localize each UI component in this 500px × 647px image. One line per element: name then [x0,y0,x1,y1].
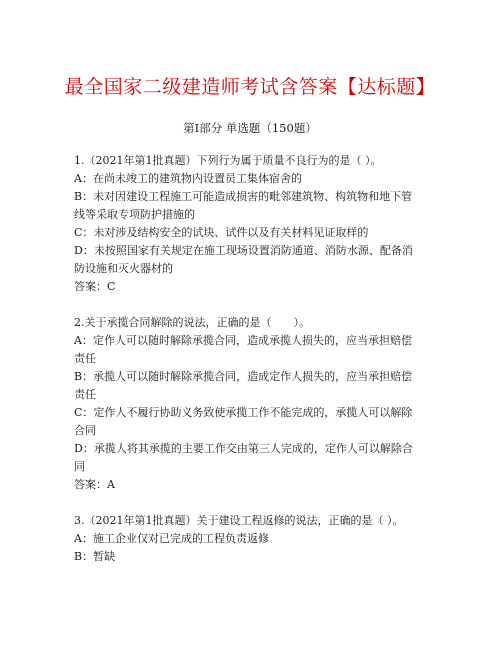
question-1 [74,152,434,296]
option-d-continued: 同 [74,460,85,473]
question-3 [74,512,434,566]
question-2 [74,314,434,494]
option-c-continued: 合同 [74,424,96,437]
option-b: B：暂缺 [74,550,116,563]
option-c: C：定作人不履行协助义务致使承揽工作不能完成的，承揽人可以解除 [74,406,413,419]
document-title: 最全国家二级建造师考试含答案【达标题】 [64,76,436,98]
option-b: B：未对因建设工程施工可能造成损害的毗邻建筑物、构筑物和地下管 [74,190,413,203]
answer: 答案：A [74,478,115,491]
option-d-continued: 防设施和灭火器材的 [74,262,173,275]
option-a: A：施工企业仅对已完成的工程负责返修 [74,532,269,545]
question-stem: 1.（2021年第1批真题）下列行为属于质量不良行为的是（ ）。 [74,154,382,167]
option-a: A：定作人可以随时解除承揽合同，造成承揽人损失的，应当承担赔偿 [74,334,412,347]
option-b: B：承揽人可以随时解除承揽合同，造成定作人损失的，应当承担赔偿 [74,370,413,383]
option-a-continued: 责任 [74,352,96,365]
question-stem: 2.关于承揽合同解除的说法，正确的是（ ）。 [74,316,310,329]
option-b-continued: 线等采取专项防护措施的 [74,208,195,221]
section-heading: 第Ⅰ部分 单选题（150题） [183,121,317,135]
spacer [74,296,434,314]
option-d: D：承揽人将其承揽的主要工作交由第三人完成的，定作人可以解除合 [74,442,413,455]
option-c: C：未对涉及结构安全的试块、试件以及有关材料见证取样的 [74,226,369,239]
option-b-continued: 责任 [74,388,96,401]
option-d: D：未按照国家有关规定在施工现场设置消防通道、消防水源、配备消 [74,244,413,257]
question-list [74,152,434,566]
question-stem: 3.（2021年第1批真题）关于建设工程返修的说法，正确的是（ ）。 [74,514,404,527]
option-a: A：在尚未竣工的建筑物内设置员工集体宿舍的 [74,172,302,185]
spacer [74,494,434,512]
answer: 答案：C [74,280,116,293]
